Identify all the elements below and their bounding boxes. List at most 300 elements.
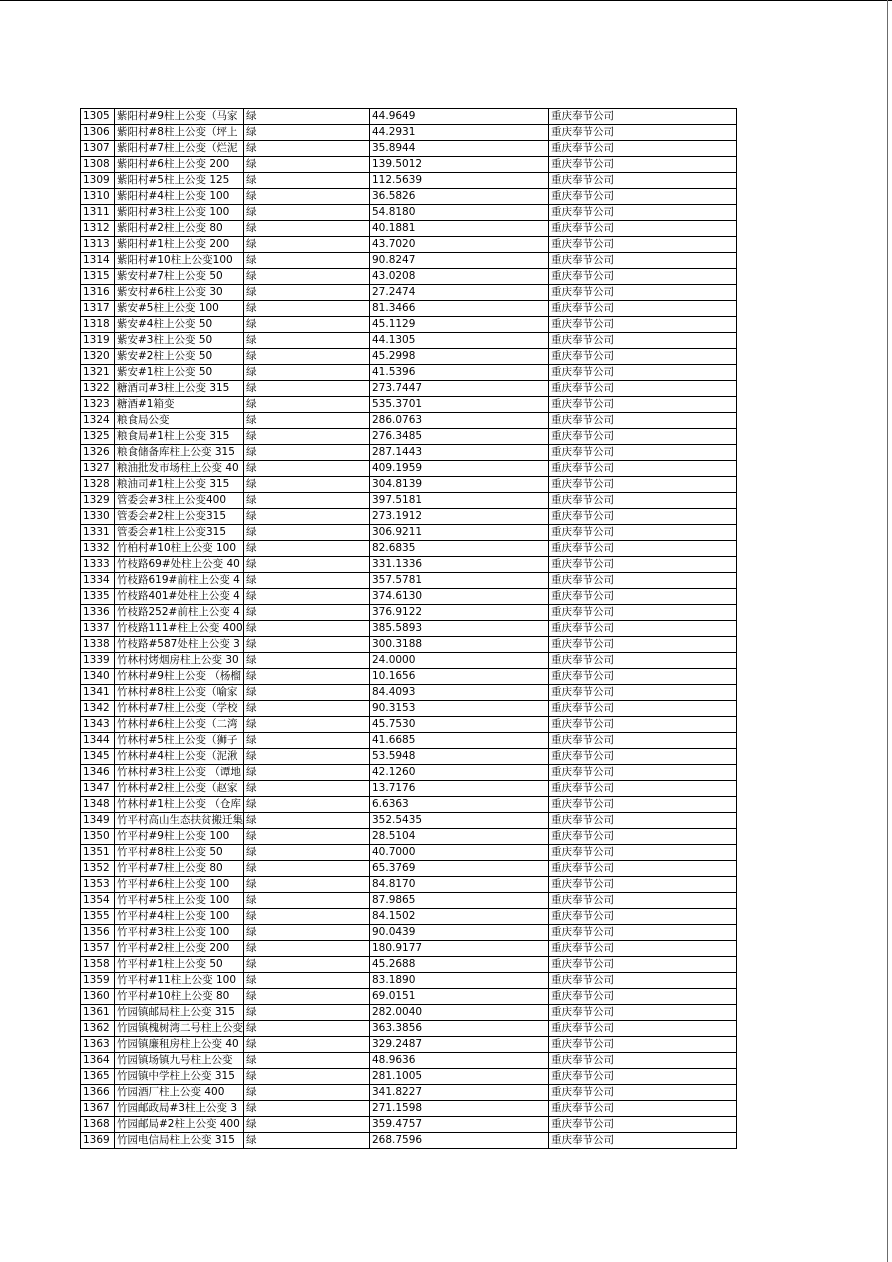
row-number-cell: 1346 — [81, 765, 115, 781]
load-value-cell: 90.0439 — [370, 925, 549, 941]
transformer-name-cell: 竹园酒厂柱上公变 400 — [115, 1085, 244, 1101]
status-cell: 绿 — [244, 493, 370, 509]
load-value-cell: 385.5893 — [370, 621, 549, 637]
table-row — [81, 973, 737, 989]
transformer-name-cell: 竹园镇场镇九号柱上公变 — [115, 1053, 244, 1069]
transformer-name-cell: 糖酒司#3柱上公变 315 — [115, 381, 244, 397]
transformer-name-cell: 竹林村#5柱上公变（狮子 — [115, 733, 244, 749]
table-row — [81, 157, 737, 173]
load-value-cell: 363.3856 — [370, 1021, 549, 1037]
table-row — [81, 333, 737, 349]
company-cell: 重庆奉节公司 — [549, 1117, 737, 1133]
table-row — [81, 605, 737, 621]
company-cell: 重庆奉节公司 — [549, 557, 737, 573]
row-number-cell: 1359 — [81, 973, 115, 989]
status-cell: 绿 — [244, 413, 370, 429]
row-number-cell: 1321 — [81, 365, 115, 381]
status-cell: 绿 — [244, 141, 370, 157]
company-cell: 重庆奉节公司 — [549, 813, 737, 829]
load-value-cell: 84.1502 — [370, 909, 549, 925]
transformer-name-cell: 竹林村#4柱上公变（泥湫 — [115, 749, 244, 765]
table-row — [81, 893, 737, 909]
table-row — [81, 557, 737, 573]
load-value-cell: 341.8227 — [370, 1085, 549, 1101]
load-value-cell: 45.2688 — [370, 957, 549, 973]
status-cell: 绿 — [244, 781, 370, 797]
status-cell: 绿 — [244, 973, 370, 989]
table-row — [81, 349, 737, 365]
row-number-cell: 1347 — [81, 781, 115, 797]
table-row — [81, 925, 737, 941]
status-cell: 绿 — [244, 365, 370, 381]
row-number-cell: 1338 — [81, 637, 115, 653]
company-cell: 重庆奉节公司 — [549, 365, 737, 381]
company-cell: 重庆奉节公司 — [549, 461, 737, 477]
row-number-cell: 1323 — [81, 397, 115, 413]
transformer-name-cell: 竹林村#3柱上公变 （谭地 — [115, 765, 244, 781]
status-cell: 绿 — [244, 269, 370, 285]
table-row — [81, 269, 737, 285]
row-number-cell: 1329 — [81, 493, 115, 509]
load-value-cell: 535.3701 — [370, 397, 549, 413]
table-row — [81, 829, 737, 845]
company-cell: 重庆奉节公司 — [549, 237, 737, 253]
table-row — [81, 637, 737, 653]
company-cell: 重庆奉节公司 — [549, 797, 737, 813]
table-row — [81, 941, 737, 957]
table-row — [81, 253, 737, 269]
status-cell: 绿 — [244, 333, 370, 349]
load-value-cell: 44.1305 — [370, 333, 549, 349]
load-value-cell: 24.0000 — [370, 653, 549, 669]
row-number-cell: 1343 — [81, 717, 115, 733]
load-value-cell: 286.0763 — [370, 413, 549, 429]
transformer-name-cell: 竹平村高山生态扶贫搬迁集 — [115, 813, 244, 829]
table-row — [81, 381, 737, 397]
status-cell: 绿 — [244, 461, 370, 477]
company-cell: 重庆奉节公司 — [549, 525, 737, 541]
status-cell: 绿 — [244, 685, 370, 701]
status-cell: 绿 — [244, 1101, 370, 1117]
row-number-cell: 1313 — [81, 237, 115, 253]
table-row — [81, 621, 737, 637]
transformer-name-cell: 竹平村#8柱上公变 50 — [115, 845, 244, 861]
table-row — [81, 733, 737, 749]
status-cell: 绿 — [244, 349, 370, 365]
transformer-name-cell: 管委会#2柱上公变315 — [115, 509, 244, 525]
status-cell: 绿 — [244, 541, 370, 557]
company-cell: 重庆奉节公司 — [549, 1005, 737, 1021]
table-row — [81, 1021, 737, 1037]
status-cell: 绿 — [244, 637, 370, 653]
row-number-cell: 1336 — [81, 605, 115, 621]
company-cell: 重庆奉节公司 — [549, 1069, 737, 1085]
transformer-name-cell: 竹平村#10柱上公变 80 — [115, 989, 244, 1005]
transformer-name-cell: 竹林村#9柱上公变 （杨榴 — [115, 669, 244, 685]
company-cell: 重庆奉节公司 — [549, 845, 737, 861]
company-cell: 重庆奉节公司 — [549, 173, 737, 189]
status-cell: 绿 — [244, 621, 370, 637]
table-row — [81, 317, 737, 333]
row-number-cell: 1341 — [81, 685, 115, 701]
page-right-border — [887, 0, 888, 1262]
table-row — [81, 989, 737, 1005]
table-row — [81, 861, 737, 877]
company-cell: 重庆奉节公司 — [549, 429, 737, 445]
status-cell: 绿 — [244, 909, 370, 925]
company-cell: 重庆奉节公司 — [549, 685, 737, 701]
load-value-cell: 112.5639 — [370, 173, 549, 189]
load-value-cell: 304.8139 — [370, 477, 549, 493]
row-number-cell: 1320 — [81, 349, 115, 365]
transformer-name-cell: 竹园邮局#2柱上公变 400 — [115, 1117, 244, 1133]
row-number-cell: 1350 — [81, 829, 115, 845]
status-cell: 绿 — [244, 237, 370, 253]
row-number-cell: 1366 — [81, 1085, 115, 1101]
row-number-cell: 1357 — [81, 941, 115, 957]
transformer-name-cell: 紫阳村#4柱上公变 100 — [115, 189, 244, 205]
transformer-name-cell: 竹林村#1柱上公变 （仓库 — [115, 797, 244, 813]
data-table — [80, 108, 737, 1149]
load-value-cell: 87.9865 — [370, 893, 549, 909]
row-number-cell: 1312 — [81, 221, 115, 237]
status-cell: 绿 — [244, 301, 370, 317]
company-cell: 重庆奉节公司 — [549, 733, 737, 749]
transformer-name-cell: 紫阳村#1柱上公变 200 — [115, 237, 244, 253]
status-cell: 绿 — [244, 1117, 370, 1133]
row-number-cell: 1352 — [81, 861, 115, 877]
table-row — [81, 685, 737, 701]
table-row — [81, 781, 737, 797]
row-number-cell: 1332 — [81, 541, 115, 557]
company-cell: 重庆奉节公司 — [549, 189, 737, 205]
transformer-name-cell: 粮食局公变 — [115, 413, 244, 429]
transformer-name-cell: 紫阳村#7柱上公变（烂泥 — [115, 141, 244, 157]
transformer-name-cell: 竹林村烤烟房柱上公变 30 — [115, 653, 244, 669]
transformer-name-cell: 竹园邮政局#3柱上公变 3 — [115, 1101, 244, 1117]
load-value-cell: 180.9177 — [370, 941, 549, 957]
company-cell: 重庆奉节公司 — [549, 925, 737, 941]
company-cell: 重庆奉节公司 — [549, 125, 737, 141]
row-number-cell: 1342 — [81, 701, 115, 717]
status-cell: 绿 — [244, 1133, 370, 1149]
row-number-cell: 1322 — [81, 381, 115, 397]
load-value-cell: 397.5181 — [370, 493, 549, 509]
company-cell: 重庆奉节公司 — [549, 669, 737, 685]
row-number-cell: 1308 — [81, 157, 115, 173]
row-number-cell: 1348 — [81, 797, 115, 813]
load-value-cell: 376.9122 — [370, 605, 549, 621]
status-cell: 绿 — [244, 829, 370, 845]
status-cell: 绿 — [244, 701, 370, 717]
company-cell: 重庆奉节公司 — [549, 653, 737, 669]
load-value-cell: 35.8944 — [370, 141, 549, 157]
table-row — [81, 749, 737, 765]
transformer-name-cell: 竹平村#6柱上公变 100 — [115, 877, 244, 893]
status-cell: 绿 — [244, 221, 370, 237]
load-value-cell: 43.0208 — [370, 269, 549, 285]
transformer-name-cell: 竹园镇中学柱上公变 315 — [115, 1069, 244, 1085]
status-cell: 绿 — [244, 669, 370, 685]
table-row — [81, 461, 737, 477]
table-row — [81, 701, 737, 717]
transformer-name-cell: 竹园镇槐树湾二号柱上公变 — [115, 1021, 244, 1037]
transformer-name-cell: 紫阳村#6柱上公变 200 — [115, 157, 244, 173]
load-value-cell: 359.4757 — [370, 1117, 549, 1133]
transformer-name-cell: 紫安#2柱上公变 50 — [115, 349, 244, 365]
table-row — [81, 813, 737, 829]
load-value-cell: 268.7596 — [370, 1133, 549, 1149]
status-cell: 绿 — [244, 653, 370, 669]
row-number-cell: 1337 — [81, 621, 115, 637]
company-cell: 重庆奉节公司 — [549, 957, 737, 973]
table-row — [81, 1101, 737, 1117]
status-cell: 绿 — [244, 317, 370, 333]
load-value-cell: 45.2998 — [370, 349, 549, 365]
load-value-cell: 45.1129 — [370, 317, 549, 333]
table-row — [81, 573, 737, 589]
load-value-cell: 82.6835 — [370, 541, 549, 557]
transformer-name-cell: 紫阳村#5柱上公变 125 — [115, 173, 244, 189]
transformer-name-cell: 竹林村#8柱上公变（喻家 — [115, 685, 244, 701]
table-row — [81, 1053, 737, 1069]
load-value-cell: 69.0151 — [370, 989, 549, 1005]
load-value-cell: 409.1959 — [370, 461, 549, 477]
company-cell: 重庆奉节公司 — [549, 717, 737, 733]
table-row — [81, 413, 737, 429]
row-number-cell: 1367 — [81, 1101, 115, 1117]
transformer-name-cell: 竹枝路111#柱上公变 400 — [115, 621, 244, 637]
transformer-name-cell: 竹平村#1柱上公变 50 — [115, 957, 244, 973]
load-value-cell: 271.1598 — [370, 1101, 549, 1117]
transformer-name-cell: 紫阳村#3柱上公变 100 — [115, 205, 244, 221]
status-cell: 绿 — [244, 109, 370, 125]
row-number-cell: 1344 — [81, 733, 115, 749]
company-cell: 重庆奉节公司 — [549, 1101, 737, 1117]
load-value-cell: 329.2487 — [370, 1037, 549, 1053]
row-number-cell: 1307 — [81, 141, 115, 157]
company-cell: 重庆奉节公司 — [549, 333, 737, 349]
load-value-cell: 28.5104 — [370, 829, 549, 845]
table-row — [81, 125, 737, 141]
status-cell: 绿 — [244, 381, 370, 397]
status-cell: 绿 — [244, 813, 370, 829]
status-cell: 绿 — [244, 941, 370, 957]
transformer-name-cell: 竹枝路252#前柱上公变 4 — [115, 605, 244, 621]
company-cell: 重庆奉节公司 — [549, 445, 737, 461]
status-cell: 绿 — [244, 1053, 370, 1069]
table-row — [81, 141, 737, 157]
table-row — [81, 877, 737, 893]
transformer-name-cell: 粮食储备库柱上公变 315 — [115, 445, 244, 461]
company-cell: 重庆奉节公司 — [549, 573, 737, 589]
table-row — [81, 285, 737, 301]
company-cell: 重庆奉节公司 — [549, 989, 737, 1005]
company-cell: 重庆奉节公司 — [549, 893, 737, 909]
load-value-cell: 352.5435 — [370, 813, 549, 829]
status-cell: 绿 — [244, 173, 370, 189]
status-cell: 绿 — [244, 253, 370, 269]
company-cell: 重庆奉节公司 — [549, 781, 737, 797]
row-number-cell: 1365 — [81, 1069, 115, 1085]
transformer-name-cell: 粮食局#1柱上公变 315 — [115, 429, 244, 445]
transformer-name-cell: 管委会#1柱上公变315 — [115, 525, 244, 541]
transformer-name-cell: 竹林村#6柱上公变（二湾 — [115, 717, 244, 733]
status-cell: 绿 — [244, 765, 370, 781]
status-cell: 绿 — [244, 1005, 370, 1021]
table-row — [81, 525, 737, 541]
load-value-cell: 83.1890 — [370, 973, 549, 989]
transformer-name-cell: 竹园镇邮局柱上公变 315 — [115, 1005, 244, 1021]
load-value-cell: 90.8247 — [370, 253, 549, 269]
load-value-cell: 40.1881 — [370, 221, 549, 237]
transformer-name-cell: 竹柏村#10柱上公变 100 — [115, 541, 244, 557]
status-cell: 绿 — [244, 1021, 370, 1037]
load-value-cell: 65.3769 — [370, 861, 549, 877]
company-cell: 重庆奉节公司 — [549, 317, 737, 333]
status-cell: 绿 — [244, 509, 370, 525]
company-cell: 重庆奉节公司 — [549, 413, 737, 429]
load-value-cell: 273.1912 — [370, 509, 549, 525]
load-value-cell: 13.7176 — [370, 781, 549, 797]
table-row — [81, 909, 737, 925]
company-cell: 重庆奉节公司 — [549, 877, 737, 893]
status-cell: 绿 — [244, 893, 370, 909]
transformer-name-cell: 竹平村#2柱上公变 200 — [115, 941, 244, 957]
row-number-cell: 1314 — [81, 253, 115, 269]
status-cell: 绿 — [244, 285, 370, 301]
company-cell: 重庆奉节公司 — [549, 509, 737, 525]
status-cell: 绿 — [244, 125, 370, 141]
table-row — [81, 109, 737, 125]
table-row — [81, 205, 737, 221]
load-value-cell: 6.6363 — [370, 797, 549, 813]
status-cell: 绿 — [244, 189, 370, 205]
row-number-cell: 1317 — [81, 301, 115, 317]
row-number-cell: 1328 — [81, 477, 115, 493]
table-row — [81, 1085, 737, 1101]
transformer-name-cell: 紫安村#6柱上公变 30 — [115, 285, 244, 301]
load-value-cell: 281.1005 — [370, 1069, 549, 1085]
company-cell: 重庆奉节公司 — [549, 141, 737, 157]
row-number-cell: 1330 — [81, 509, 115, 525]
transformer-name-cell: 竹枝路#587处柱上公变 3 — [115, 637, 244, 653]
load-value-cell: 41.5396 — [370, 365, 549, 381]
table-row — [81, 1037, 737, 1053]
table-row — [81, 957, 737, 973]
load-value-cell: 287.1443 — [370, 445, 549, 461]
status-cell: 绿 — [244, 957, 370, 973]
row-number-cell: 1327 — [81, 461, 115, 477]
load-value-cell: 90.3153 — [370, 701, 549, 717]
transformer-name-cell: 紫安#5柱上公变 100 — [115, 301, 244, 317]
load-value-cell: 374.6130 — [370, 589, 549, 605]
company-cell: 重庆奉节公司 — [549, 909, 737, 925]
row-number-cell: 1349 — [81, 813, 115, 829]
table-row — [81, 237, 737, 253]
load-value-cell: 357.5781 — [370, 573, 549, 589]
load-value-cell: 36.5826 — [370, 189, 549, 205]
table-row — [81, 1069, 737, 1085]
transformer-name-cell: 竹枝路401#处柱上公变 4 — [115, 589, 244, 605]
transformer-name-cell: 紫阳村#10柱上公变100 — [115, 253, 244, 269]
status-cell: 绿 — [244, 429, 370, 445]
status-cell: 绿 — [244, 845, 370, 861]
transformer-name-cell: 紫安#1柱上公变 50 — [115, 365, 244, 381]
row-number-cell: 1355 — [81, 909, 115, 925]
status-cell: 绿 — [244, 861, 370, 877]
table-row — [81, 493, 737, 509]
company-cell: 重庆奉节公司 — [549, 109, 737, 125]
status-cell: 绿 — [244, 605, 370, 621]
company-cell: 重庆奉节公司 — [549, 701, 737, 717]
table-row — [81, 1117, 737, 1133]
load-value-cell: 48.9636 — [370, 1053, 549, 1069]
row-number-cell: 1334 — [81, 573, 115, 589]
status-cell: 绿 — [244, 749, 370, 765]
table-body — [81, 109, 737, 1149]
table-row — [81, 189, 737, 205]
row-number-cell: 1339 — [81, 653, 115, 669]
load-value-cell: 54.8180 — [370, 205, 549, 221]
status-cell: 绿 — [244, 477, 370, 493]
status-cell: 绿 — [244, 989, 370, 1005]
transformer-name-cell: 竹枝路619#前柱上公变 4 — [115, 573, 244, 589]
transformer-name-cell: 紫安#4柱上公变 50 — [115, 317, 244, 333]
company-cell: 重庆奉节公司 — [549, 205, 737, 221]
transformer-name-cell: 竹平村#4柱上公变 100 — [115, 909, 244, 925]
row-number-cell: 1335 — [81, 589, 115, 605]
load-value-cell: 84.4093 — [370, 685, 549, 701]
row-number-cell: 1356 — [81, 925, 115, 941]
transformer-name-cell: 紫阳村#2柱上公变 80 — [115, 221, 244, 237]
load-value-cell: 45.7530 — [370, 717, 549, 733]
transformer-name-cell: 竹林村#7柱上公变（学校 — [115, 701, 244, 717]
load-value-cell: 44.2931 — [370, 125, 549, 141]
load-value-cell: 276.3485 — [370, 429, 549, 445]
load-value-cell: 84.8170 — [370, 877, 549, 893]
row-number-cell: 1361 — [81, 1005, 115, 1021]
row-number-cell: 1358 — [81, 957, 115, 973]
company-cell: 重庆奉节公司 — [549, 269, 737, 285]
load-value-cell: 53.5948 — [370, 749, 549, 765]
row-number-cell: 1369 — [81, 1133, 115, 1149]
table-row — [81, 717, 737, 733]
company-cell: 重庆奉节公司 — [549, 1037, 737, 1053]
company-cell: 重庆奉节公司 — [549, 1085, 737, 1101]
table-row — [81, 477, 737, 493]
status-cell: 绿 — [244, 557, 370, 573]
row-number-cell: 1315 — [81, 269, 115, 285]
table-row — [81, 445, 737, 461]
row-number-cell: 1360 — [81, 989, 115, 1005]
company-cell: 重庆奉节公司 — [549, 1021, 737, 1037]
transformer-name-cell: 竹平村#7柱上公变 80 — [115, 861, 244, 877]
load-value-cell: 139.5012 — [370, 157, 549, 173]
table-row — [81, 173, 737, 189]
row-number-cell: 1368 — [81, 1117, 115, 1133]
status-cell: 绿 — [244, 925, 370, 941]
transformer-name-cell: 粮油批发市场柱上公变 40 — [115, 461, 244, 477]
company-cell: 重庆奉节公司 — [549, 941, 737, 957]
status-cell: 绿 — [244, 205, 370, 221]
row-number-cell: 1324 — [81, 413, 115, 429]
transformer-name-cell: 竹平村#3柱上公变 100 — [115, 925, 244, 941]
company-cell: 重庆奉节公司 — [549, 1053, 737, 1069]
company-cell: 重庆奉节公司 — [549, 477, 737, 493]
transformer-name-cell: 竹平村#5柱上公变 100 — [115, 893, 244, 909]
company-cell: 重庆奉节公司 — [549, 1133, 737, 1149]
